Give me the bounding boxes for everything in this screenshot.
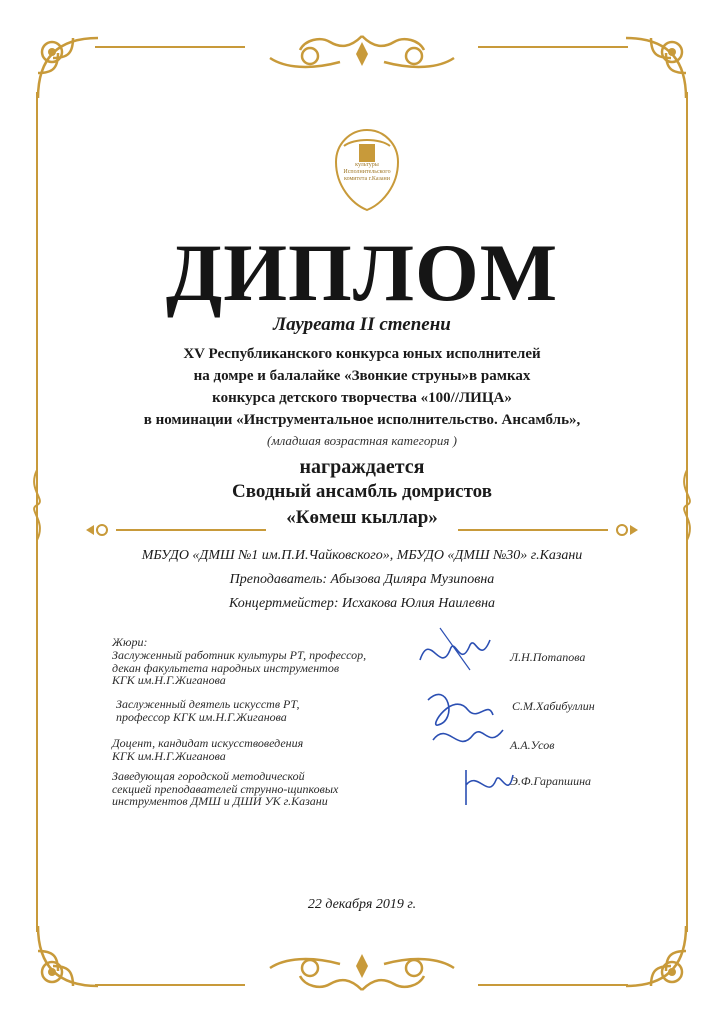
contest-line-3: конкурса детского творчества «100//ЛИЦА» bbox=[212, 390, 512, 406]
jury-member-1-line2: декан факультета народных инструментов bbox=[112, 660, 340, 675]
signature-4 bbox=[458, 760, 518, 815]
contest-line-1: XV Республиканского конкурса юных исполнителей bbox=[183, 346, 541, 362]
jury-member-1-line3: КГК им.Н.Г.Жиганова bbox=[112, 673, 226, 687]
page-title: ДИПЛОМ bbox=[165, 227, 559, 318]
jury-member-1-line1: Заслуженный работник культуры РТ, профессор, bbox=[112, 648, 367, 662]
jury-member-3-name: А.А.Усов bbox=[510, 738, 555, 752]
jury-member-1-name: Л.Н.Потапова bbox=[510, 650, 586, 664]
contest-line-2: на домре и балалайке «Звонкие струны»в рамках bbox=[193, 368, 531, 384]
corner-ornament-bottom-left bbox=[28, 916, 108, 996]
corner-ornament-top-right bbox=[616, 28, 696, 108]
accompanist: Концертмейстер: Исхакова Юлия Наилевна bbox=[228, 596, 496, 611]
jury-member-1-desc bbox=[112, 649, 366, 687]
top-center-ornament bbox=[250, 28, 474, 78]
recipient-name: Сводный ансамбль домристов bbox=[232, 481, 492, 502]
jury-member-2-line1: Заслуженный деятель искусств РТ, bbox=[116, 697, 300, 711]
jury-member-2-name: С.М.Хабибуллин bbox=[512, 699, 595, 713]
signature-1 bbox=[410, 620, 500, 680]
issue-date: 22 декабря 2019 г. bbox=[307, 897, 417, 912]
age-category: (младшая возрастная категория ) bbox=[266, 433, 458, 448]
school-names: МБУДО «ДМШ №1 им.П.И.Чайковского», МБУДО «ДМШ №30» г.Казани bbox=[141, 548, 583, 563]
laureate-degree: Лауреата II степени bbox=[273, 314, 451, 335]
bottom-center-ornament bbox=[250, 944, 474, 998]
corner-ornament-bottom-right bbox=[616, 916, 696, 996]
jury-member-3-desc bbox=[112, 737, 303, 762]
jury-member-4-line1: Заведующая городской методической bbox=[112, 769, 305, 783]
jury-member-4-desc bbox=[112, 770, 338, 808]
corner-ornament-top-left bbox=[28, 28, 108, 108]
recipient-ensemble: «Көмеш кыллар» bbox=[286, 507, 438, 528]
jury-member-3-line2: КГК им.Н.Г.Жиганова bbox=[112, 748, 226, 763]
jury-member-2-desc bbox=[116, 698, 299, 723]
jury-member-4-name: Э.Ф.Гарапшина bbox=[510, 774, 592, 788]
logo-text: культуры Исполнительского комитета г.Казани bbox=[343, 162, 391, 182]
jury-member-4-line3: инструментов ДМШ и ДШИ УК г.Казани bbox=[112, 794, 328, 808]
jury-member-2-line2: профессор КГК им.Н.Г.Жиганова bbox=[116, 709, 287, 724]
contest-nomination: в номинации «Инструментальное исполнительство. Ансамбль», bbox=[143, 412, 581, 428]
jury-member-3-line1: Доцент, кандидат искусствоведения bbox=[112, 736, 304, 750]
jury-member-4-line2: секцией преподавателей струнно-щипковых bbox=[112, 781, 339, 796]
divider-ornament bbox=[86, 520, 638, 540]
awarded-label: награждается bbox=[299, 456, 425, 478]
jury-heading: Жюри: bbox=[112, 635, 148, 649]
teacher: Преподаватель: Абызова Диляра Музиповна bbox=[229, 572, 495, 587]
signature-3 bbox=[428, 715, 508, 760]
